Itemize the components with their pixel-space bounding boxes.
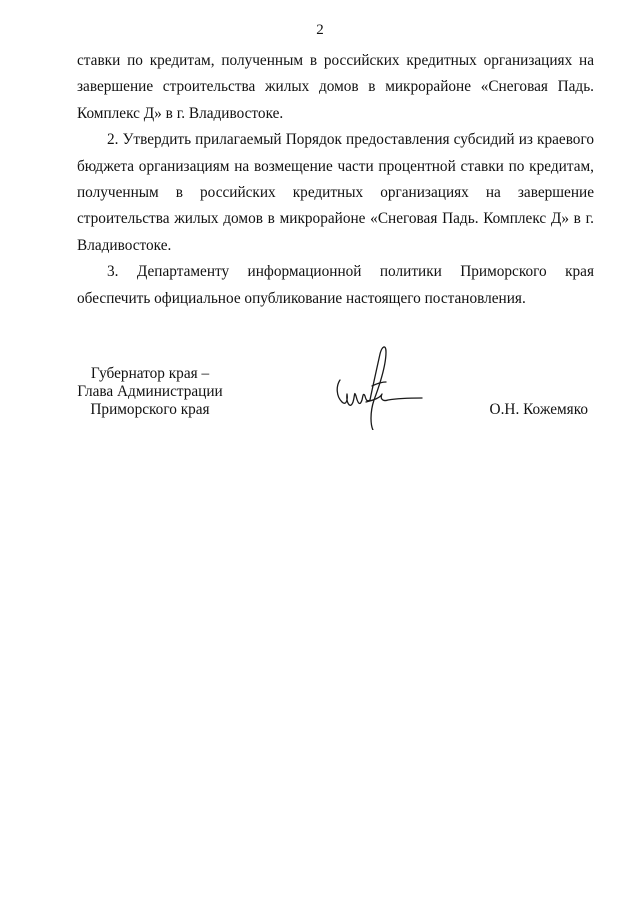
paragraph-3: 3. Департаменту информационной политики Приморского края обеспечить официальное опубликование настоящего постановления. (77, 263, 594, 307)
signatory-title-line-1: Губернатор края – (90, 365, 210, 382)
paragraph-2: 2. Утвердить прилагаемый Порядок предоставления субсидий из краевого бюджета организациям на возмещение части процентной ставки по кредитам, полученным в российских кредитных организациях на завершение строительства жилых домов в микрорайоне «Снеговая Падь. Комплекс Д» в г. Владивостоке. (77, 131, 594, 254)
handwritten-signature-icon (330, 340, 425, 430)
document-body (77, 48, 594, 312)
signatory-title (70, 365, 230, 419)
paragraph-continuation: ставки по кредитам, полученным в российских кредитных организациях на завершение строительства жилых домов в микрорайоне «Снеговая Падь. Комплекс Д» в г. Владивостоке. (77, 52, 594, 122)
signatory-title-line-3: Приморского края (90, 401, 210, 418)
signatory-title-line-2: Глава Администрации (77, 383, 223, 400)
signature-block (0, 365, 640, 445)
signatory-name: О.Н. Кожемяко (489, 401, 588, 418)
page-number: 2 (316, 22, 324, 38)
